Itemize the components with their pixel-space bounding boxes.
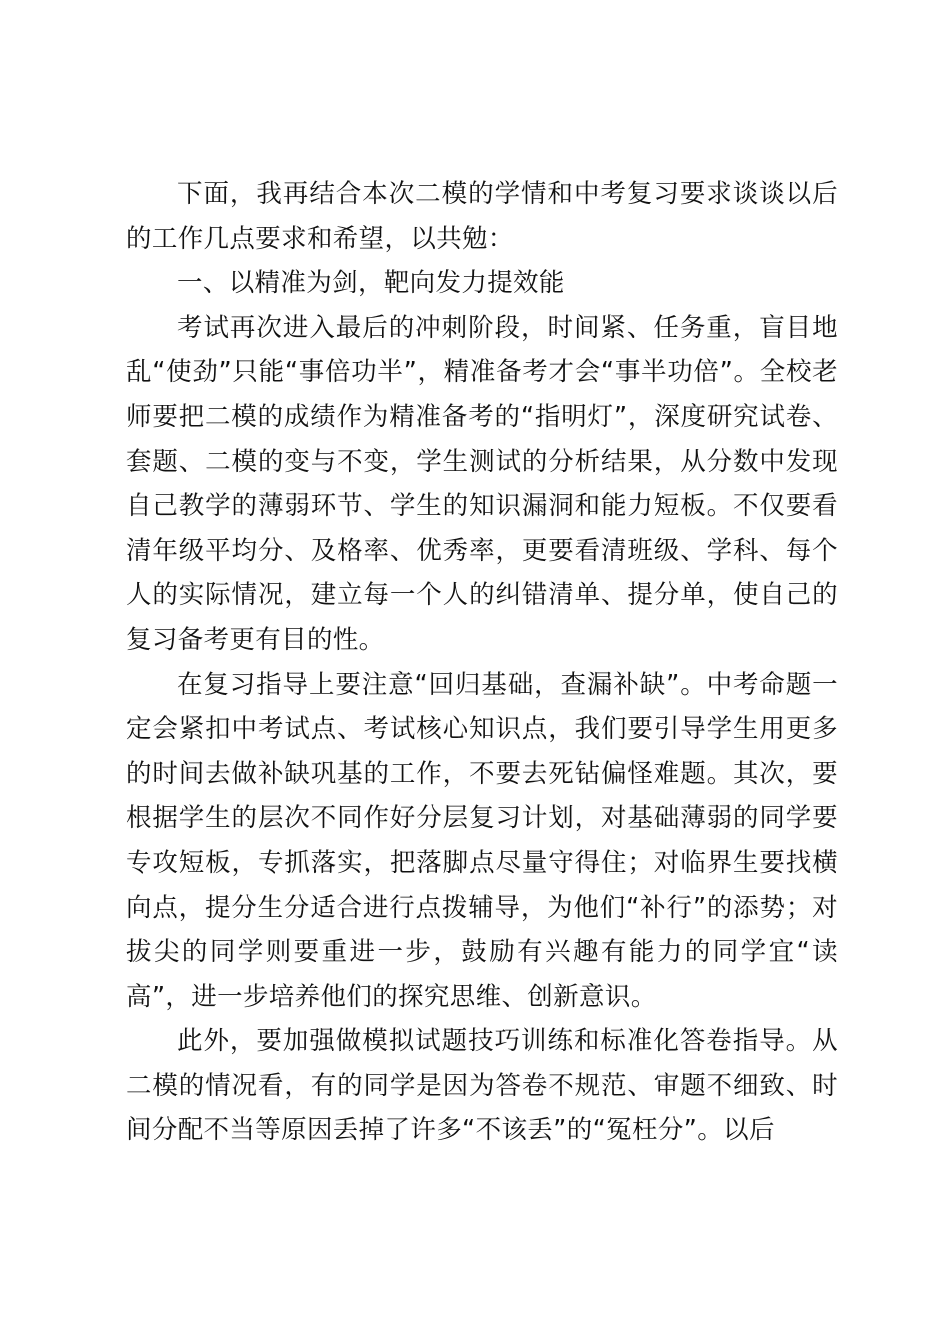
body-paragraph: 在复习指导上要注意“回归基础，查漏补缺”。中考命题一定会紧扣中考试点、考试核心知识点，我们要引导学生用更多的时间去做补缺巩基的工作，不要去死钻偏怪难题。其次，要根据学生的层次不同作好分层复习计划，对基础薄弱的同学要专攻短板，专抓落实，把落脚点尽量守得住；对临界生要找横向点，提分生分适合进行点拨辅导，为他们“补行”的添势；对拔尖的同学则要重进一步，鼓励有兴趣有能力的同学宜“读高”，进一步培养他们的探究思维、创新意识。 [126,669,838,1012]
document-body [126,172,838,1153]
intro-paragraph: 下面，我再结合本次二模的学情和中考复习要求谈谈以后的工作几点要求和希望，以共勉： [126,179,838,254]
body-paragraph: 此外，要加强做模拟试题技巧训练和标准化答卷指导。从二模的情况看，有的同学是因为答卷不规范、审题不细致、时间分配不当等原因丢掉了许多“不该丢”的“冤枉分”。以后 [126,1026,838,1146]
section-heading: 一、以精准为剑，靶向发力提效能 [177,268,565,299]
body-paragraph: 考试再次进入最后的冲刺阶段，时间紧、任务重，盲目地乱“使劲”只能“事倍功半”，精准备考才会“事半功倍”。全校老师要把二模的成绩作为精准备考的“指明灯”，深度研究试卷、套题、二模的变与不变，学生测试的分析结果，从分数中发现自己教学的薄弱环节、学生的知识漏洞和能力短板。不仅要看清年级平均分、及格率、优秀率，更要看清班级、学科、每个人的实际情况，建立每一个人的纠错清单、提分单，使自己的复习备考更有目的性。 [126,312,838,655]
